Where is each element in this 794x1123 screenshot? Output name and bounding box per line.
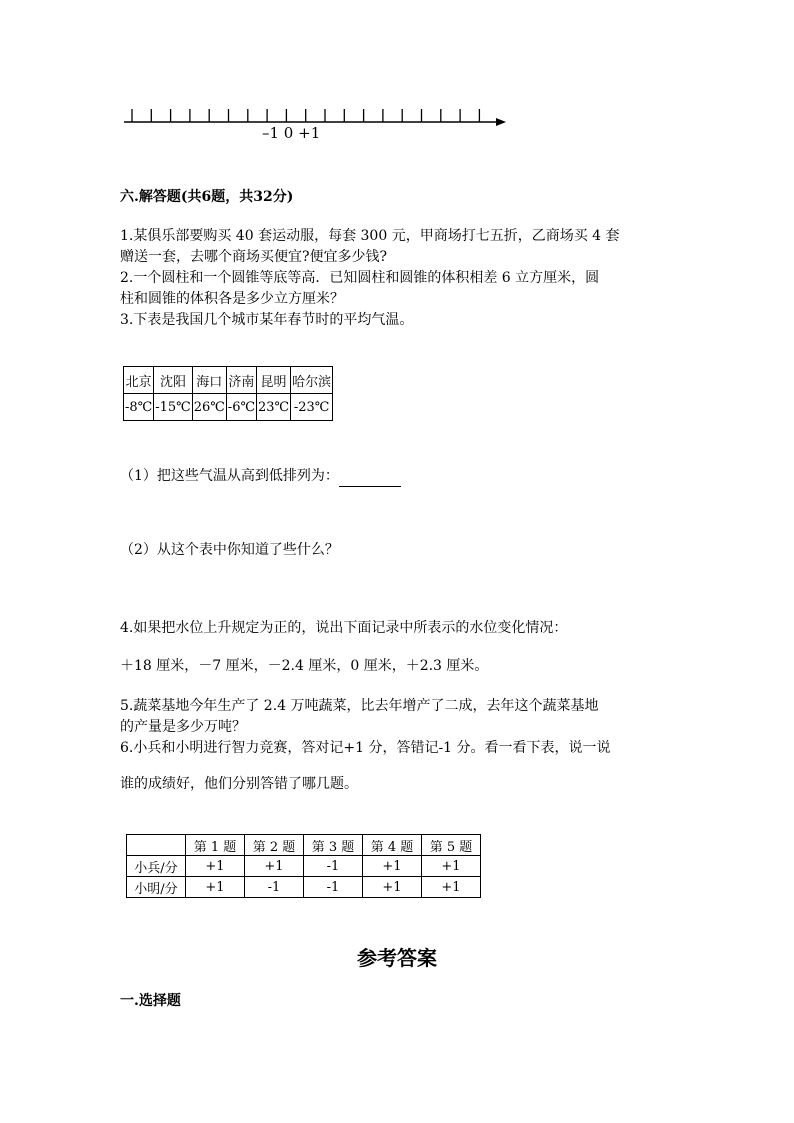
question-3-part-2: （2）从这个表中你知道了些什么？	[120, 542, 339, 558]
header-cell: 第 3 题	[304, 835, 363, 856]
score-cell: -1	[304, 856, 363, 877]
score-cell: +1	[422, 856, 481, 877]
temp-cell: 26℃	[192, 394, 226, 421]
temp-cell: -23℃	[291, 394, 333, 421]
city-cell: 昆明	[257, 367, 291, 394]
score-cell: +1	[363, 877, 422, 898]
row-label: 小兵/分	[127, 856, 186, 877]
header-cell: 第 1 题	[186, 835, 245, 856]
section-title: 六.解答题(共6题，共32分)	[120, 189, 294, 205]
score-cell: +1	[422, 877, 481, 898]
city-cell: 哈尔滨	[291, 367, 333, 394]
header-cell: 第 5 题	[422, 835, 481, 856]
city-cell: 济南	[226, 367, 256, 394]
header-cell	[127, 835, 186, 856]
question-2: 2.一个圆柱和一个圆锥等底等高．已知圆柱和圆锥的体积相差 6 立方厘米，圆 柱和圆锥的体积各是多少立方厘米？	[120, 270, 600, 307]
city-cell: 海口	[192, 367, 226, 394]
question-3-intro: 3.下表是我国几个城市某年春节时的平均气温。	[120, 312, 414, 328]
temp-cell: 23℃	[257, 394, 291, 421]
score-cell: -1	[245, 877, 304, 898]
arrow-icon	[496, 118, 506, 126]
score-cell: +1	[186, 856, 245, 877]
score-table	[126, 834, 481, 898]
table-row	[127, 856, 481, 877]
city-cell: 北京	[124, 367, 154, 394]
answer-title: 参考答案	[357, 946, 437, 970]
question-4: 4.如果把水位上升规定为正的，说出下面记录中所表示的水位变化情况：	[120, 620, 568, 636]
question-3-part-1: （1）把这些气温从高到低排列为：	[120, 466, 680, 487]
score-cell: +1	[363, 856, 422, 877]
score-cell: +1	[245, 856, 304, 877]
temp-cell: -15℃	[154, 394, 192, 421]
score-cell: -1	[304, 877, 363, 898]
question-6: 6.小兵和小明进行智力竞赛，答对记+1 分，答错记-1 分。看一看下表，说一说	[120, 740, 611, 756]
city-cell: 沈阳	[154, 367, 192, 394]
table-row	[124, 367, 333, 394]
temp-cell: -6℃	[226, 394, 256, 421]
number-line-label: –1 0 +1	[262, 124, 321, 142]
header-cell: 第 2 题	[245, 835, 304, 856]
score-cell: +1	[186, 877, 245, 898]
question-1: 1.某俱乐部要购买 40 套运动服，每套 300 元，甲商场打七五折，乙商场买 4 套 赠送一套，去哪个商场买便宜?便宜多少钱?	[120, 228, 620, 265]
table-row	[124, 394, 333, 421]
temp-cell: -8℃	[124, 394, 154, 421]
answer-subsection-title: 一.选择题	[120, 993, 181, 1009]
header-cell: 第 4 题	[363, 835, 422, 856]
question-5: 5.蔬菜基地今年生产了 2.4 万吨蔬菜，比去年增产了二成，去年这个蔬菜基地 的产量是多少万吨？	[120, 698, 599, 735]
temperature-table	[123, 366, 333, 421]
table-header-row	[127, 835, 481, 856]
row-label: 小明/分	[127, 877, 186, 898]
question-6-line-2: 谁的成绩好，他们分别答错了哪几题。	[120, 776, 358, 792]
question-4-values: ＋18 厘米，－7 厘米，－2.4 厘米，0 厘米，＋2.3 厘米。	[120, 658, 489, 674]
answer-blank	[339, 472, 401, 487]
table-row	[127, 877, 481, 898]
